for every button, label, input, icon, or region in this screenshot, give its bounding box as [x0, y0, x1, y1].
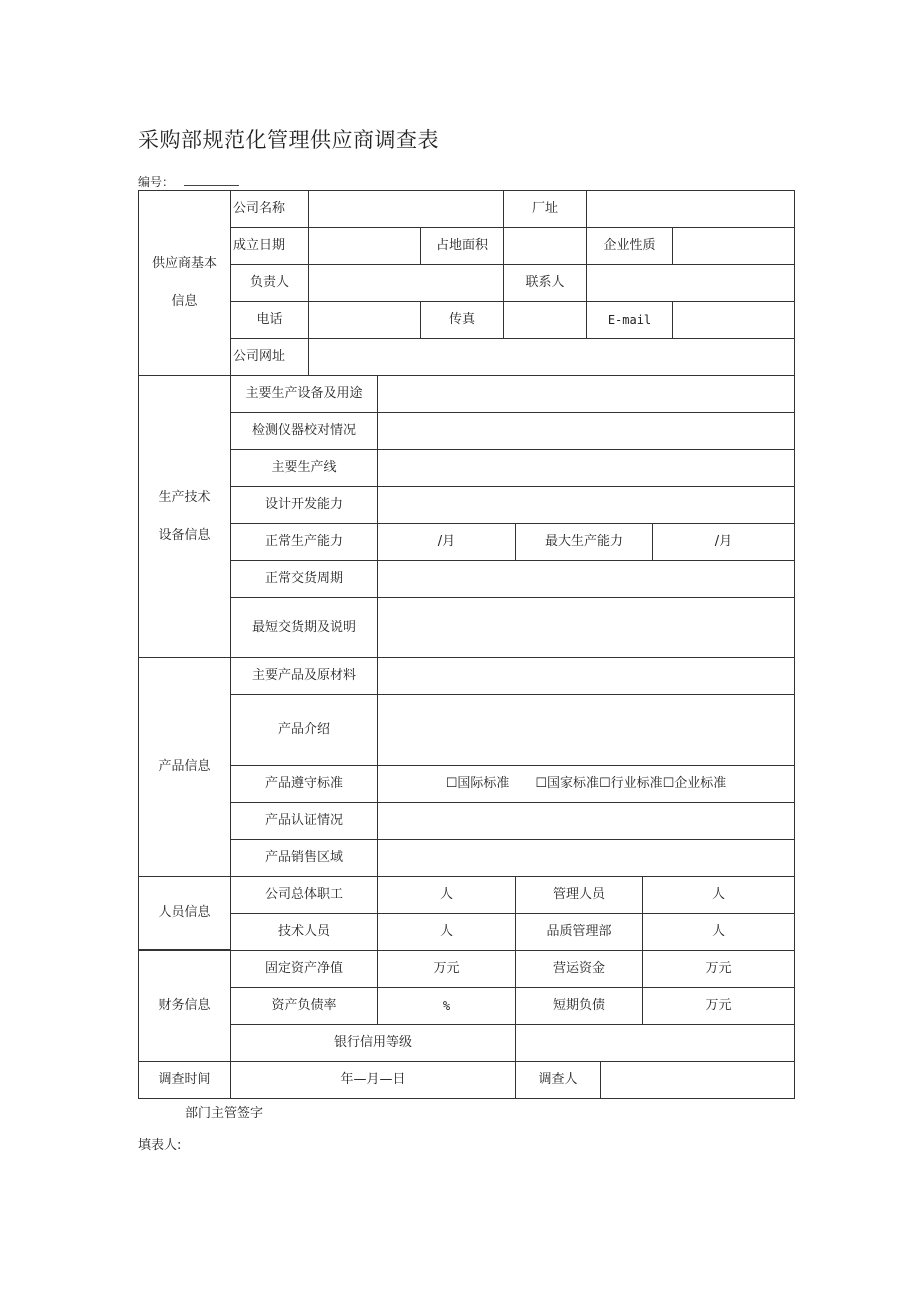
fixed-assets-field[interactable]: 万元	[377, 950, 516, 988]
short-term-debt-label: 短期负债	[515, 987, 643, 1025]
section-basic-line2: 信息	[171, 294, 198, 309]
credit-rating-label: 银行信用等级	[230, 1024, 516, 1062]
product-standards-options[interactable]: ☐国际标准 ☐国家标准☐行业标准☐企业标准	[377, 765, 795, 803]
total-staff-field[interactable]: 人	[377, 876, 516, 914]
enterprise-nature-label: 企业性质	[586, 227, 673, 265]
shortest-delivery-label: 最短交货期及说明	[230, 597, 378, 658]
instrument-calibration-field[interactable]	[377, 412, 795, 450]
factory-address-label: 厂址	[503, 190, 587, 228]
sales-region-field[interactable]	[377, 839, 795, 877]
dept-head-signature: 部门主管签字	[185, 1106, 264, 1121]
section-product-info: 产品信息	[138, 657, 231, 877]
section-finance-info: 财务信息	[138, 950, 231, 1062]
serial-label: 编号：	[138, 175, 175, 189]
management-staff-field[interactable]: 人	[642, 876, 795, 914]
land-area-field[interactable]	[503, 227, 587, 265]
management-staff-label: 管理人员	[515, 876, 643, 914]
normal-capacity-label: 正常生产能力	[230, 523, 378, 561]
fax-label: 传真	[420, 301, 504, 339]
debt-ratio-label: 资产负债率	[230, 987, 378, 1025]
credit-rating-field[interactable]	[515, 1024, 795, 1062]
working-capital-field[interactable]: 万元	[642, 950, 795, 988]
serial-number-field[interactable]	[184, 175, 239, 186]
design-capability-label: 设计开发能力	[230, 486, 378, 524]
person-in-charge-field[interactable]	[308, 264, 504, 302]
factory-address-field[interactable]	[586, 190, 795, 228]
main-equipment-label: 主要生产设备及用途	[230, 375, 378, 413]
certification-label: 产品认证情况	[230, 802, 378, 840]
email-field[interactable]	[672, 301, 795, 339]
sales-region-label: 产品销售区域	[230, 839, 378, 877]
surveyor-field[interactable]	[600, 1061, 795, 1099]
debt-ratio-field[interactable]: %	[377, 987, 516, 1025]
company-name-label: 公司名称	[230, 190, 309, 228]
technical-staff-field[interactable]: 人	[377, 913, 516, 951]
survey-time-label: 调查时间	[138, 1061, 231, 1099]
product-intro-label: 产品介绍	[230, 694, 378, 766]
section-personnel-info: 人员信息	[138, 876, 231, 950]
serial-number	[138, 173, 239, 190]
short-term-debt-field[interactable]: 万元	[642, 987, 795, 1025]
surveyor-label: 调查人	[515, 1061, 601, 1099]
shortest-delivery-field[interactable]	[377, 597, 795, 658]
established-date-label: 成立日期	[230, 227, 309, 265]
max-capacity-field[interactable]: /月	[652, 523, 795, 561]
working-capital-label: 营运资金	[515, 950, 643, 988]
website-label: 公司网址	[230, 338, 309, 376]
qa-dept-field[interactable]: 人	[642, 913, 795, 951]
section-production-line2: 设备信息	[158, 527, 211, 543]
total-staff-label: 公司总体职工	[230, 876, 378, 914]
main-equipment-field[interactable]	[377, 375, 795, 413]
phone-label: 电话	[230, 301, 309, 339]
contact-field[interactable]	[586, 264, 795, 302]
normal-capacity-field[interactable]: /月	[377, 523, 516, 561]
normal-delivery-field[interactable]	[377, 560, 795, 598]
form-filler: 填表人:	[138, 1138, 182, 1153]
website-field[interactable]	[308, 338, 795, 376]
product-intro-field[interactable]	[377, 694, 795, 766]
person-in-charge-label: 负责人	[230, 264, 309, 302]
main-products-label: 主要产品及原材料	[230, 657, 378, 695]
phone-field[interactable]	[308, 301, 421, 339]
section-basic-line1: 供应商基本	[151, 256, 217, 271]
survey-date-field[interactable]: 年—月—日	[230, 1061, 516, 1099]
company-name-field[interactable]	[308, 190, 504, 228]
main-lines-label: 主要生产线	[230, 449, 378, 487]
technical-staff-label: 技术人员	[230, 913, 378, 951]
section-basic-info	[138, 190, 231, 376]
product-standards-label: 产品遵守标准	[230, 765, 378, 803]
fax-field[interactable]	[503, 301, 587, 339]
contact-label: 联系人	[503, 264, 587, 302]
fixed-assets-label: 固定资产净值	[230, 950, 378, 988]
design-capability-field[interactable]	[377, 486, 795, 524]
land-area-label: 占地面积	[420, 227, 504, 265]
main-products-field[interactable]	[377, 657, 795, 695]
page-title: 采购部规范化管理供应商调查表	[138, 128, 439, 152]
instrument-calibration-label: 检测仪器校对情况	[230, 412, 378, 450]
established-date-field[interactable]	[308, 227, 421, 265]
qa-dept-label: 品质管理部	[515, 913, 643, 951]
max-capacity-label: 最大生产能力	[515, 523, 653, 561]
certification-field[interactable]	[377, 802, 795, 840]
normal-delivery-label: 正常交货周期	[230, 560, 378, 598]
enterprise-nature-field[interactable]	[672, 227, 795, 265]
section-production-line1: 生产技术	[158, 489, 211, 505]
email-label: E-mail	[586, 301, 673, 339]
main-lines-field[interactable]	[377, 449, 795, 487]
section-production-info	[138, 375, 231, 658]
